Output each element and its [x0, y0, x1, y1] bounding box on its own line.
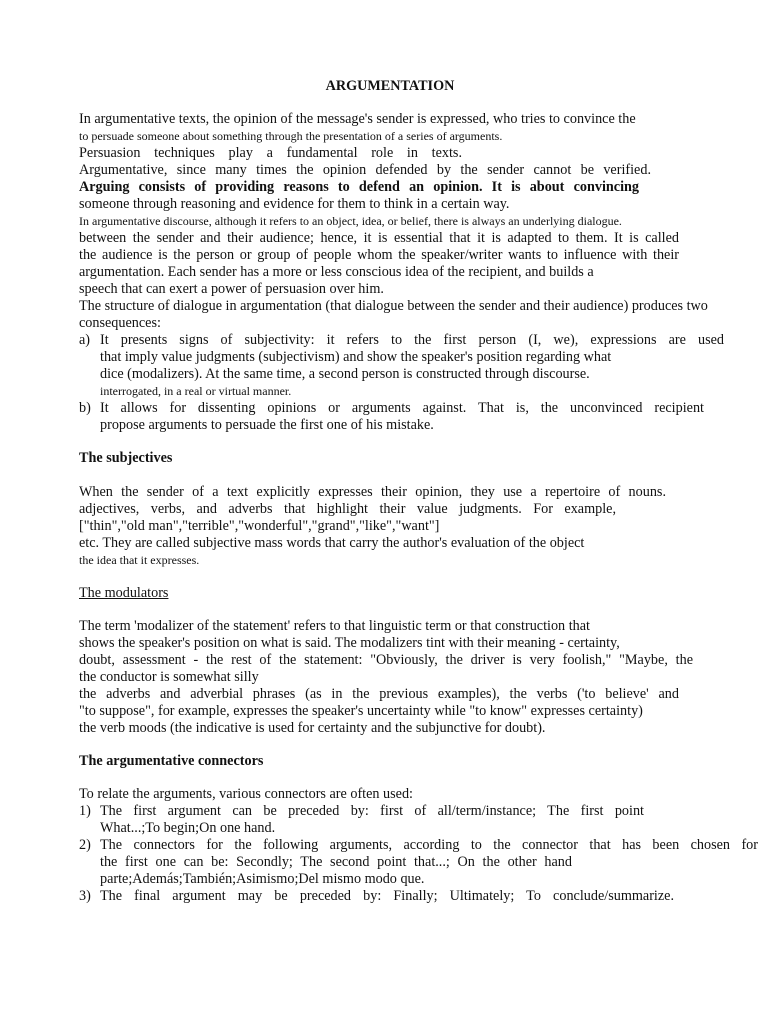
paragraph-line: the conductor is somewhat silly	[79, 669, 259, 685]
list-item-line: What...;To begin;On one hand.	[100, 820, 276, 836]
list-item-line: The final argument may be preceded by: Finally; Ultimately; To conclude/summarize.	[100, 888, 674, 904]
paragraph-line: doubt, assessment - the rest of the statement: "Obviously, the driver is very foolish," "Maybe, the	[79, 652, 693, 668]
paragraph-line: "to suppose", for example, expresses the speaker's uncertainty while "to know" expresses certainty)	[79, 703, 643, 719]
intro-line: consequences:	[79, 315, 161, 331]
paragraph-line: adjectives, verbs, and adverbs that highlight their value judgments. For example,	[79, 501, 616, 517]
intro-line: In argumentative discourse, although it refers to an object, idea, or belief, there is always an underlying dialogue.	[79, 214, 622, 228]
list-item-line: parte;Además;También;Asimismo;Del mismo modo que.	[100, 871, 425, 887]
intro-line: Arguing consists of providing reasons to defend an opinion. It is about convincing	[79, 179, 639, 195]
paragraph-line: the verb moods (the indicative is used for certainty and the subjunctive for doubt).	[79, 720, 546, 736]
intro-line: Argumentative, since many times the opinion defended by the sender cannot be verified.	[79, 162, 651, 178]
intro-line: to persuade someone about something through the presentation of a series of arguments.	[79, 129, 503, 143]
list-item-line: It allows for dissenting opinions or arguments against. That is, the unconvinced recipient	[100, 400, 704, 416]
page-title: ARGUMENTATION	[325, 78, 455, 94]
list-item-line: propose arguments to persuade the first one of his mistake.	[100, 417, 434, 433]
section-heading-modulators: The modulators	[79, 585, 169, 601]
intro-line: In argumentative texts, the opinion of the message's sender is expressed, who tries to convince the	[79, 111, 636, 127]
list-item-line: interrogated, in a real or virtual manner.	[100, 384, 292, 398]
paragraph-line: the adverbs and adverbial phrases (as in the previous examples), the verbs ('to believe' and	[79, 686, 679, 702]
intro-line: the audience is the person or group of people whom the speaker/writer wants to influence with their	[79, 247, 679, 263]
list-marker: 2)	[79, 837, 91, 853]
intro-line: someone through reasoning and evidence for them to think in a certain way.	[79, 196, 510, 212]
list-marker: a)	[79, 332, 91, 348]
list-item-line: that imply value judgments (subjectivism) and show the speaker's position regarding what	[100, 349, 612, 365]
section-heading-connectors: The argumentative connectors	[79, 753, 264, 769]
paragraph-line: To relate the arguments, various connectors are often used:	[79, 786, 414, 802]
list-item-line: The connectors for the following arguments, according to the connector that has been chosen for	[100, 837, 758, 853]
list-item-line: dice (modalizers). At the same time, a second person is constructed through discourse.	[100, 366, 590, 382]
list-marker: 3)	[79, 888, 91, 904]
list-item-line: It presents signs of subjectivity: it refers to the first person (I, we), expressions are used	[100, 332, 724, 348]
paragraph-line: the idea that it expresses.	[79, 553, 200, 567]
intro-line: The structure of dialogue in argumentation (that dialogue between the sender and their audience) produces two	[79, 298, 708, 314]
paragraph-line: shows the speaker's position on what is said. The modalizers tint with their meaning - certainty,	[79, 635, 620, 651]
intro-line: speech that can exert a power of persuasion over him.	[79, 281, 384, 297]
section-heading-subjectives: The subjectives	[79, 450, 173, 466]
paragraph-line: etc. They are called subjective mass words that carry the author's evaluation of the object	[79, 535, 585, 551]
intro-line: between the sender and their audience; hence, it is essential that it is adapted to them. It is called	[79, 230, 679, 246]
paragraph-line: When the sender of a text explicitly expresses their opinion, they use a repertoire of nouns.	[79, 484, 666, 500]
list-marker: b)	[79, 400, 91, 416]
paragraph-line: The term 'modalizer of the statement' refers to that linguistic term or that construction that	[79, 618, 590, 634]
paragraph-line: ["thin","old man","terrible","wonderful","grand","like","want"]	[79, 518, 440, 534]
list-item-line: the first one can be: Secondly; The second point that...; On the other hand	[100, 854, 572, 870]
list-item-line: The first argument can be preceded by: first of all/term/instance; The first point	[100, 803, 644, 819]
intro-line: argumentation. Each sender has a more or less conscious idea of the recipient, and builds a	[79, 264, 594, 280]
intro-line: Persuasion techniques play a fundamental role in texts.	[79, 145, 462, 161]
list-marker: 1)	[79, 803, 91, 819]
